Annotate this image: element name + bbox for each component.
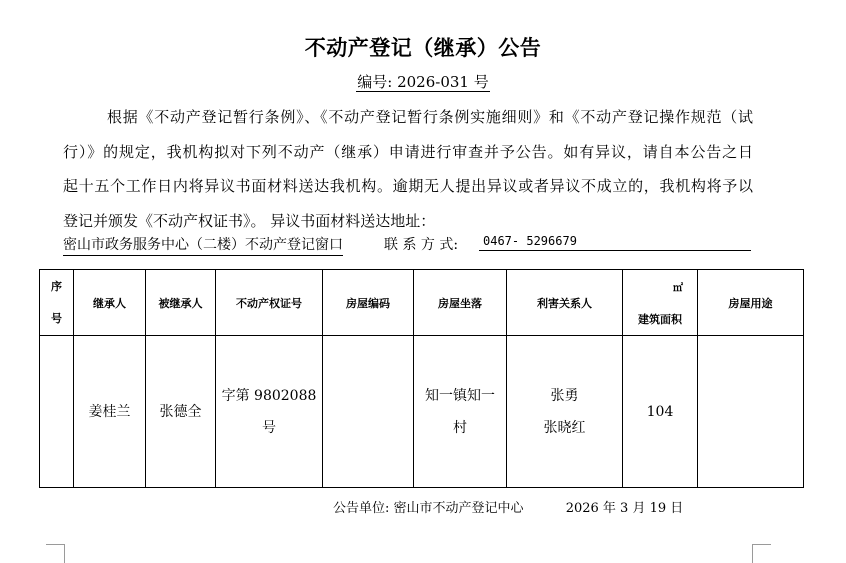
cell-certificate-line: 号: [262, 419, 276, 436]
cell-certificate: [216, 336, 323, 488]
document-number-text: 编号: 2026-031 号: [357, 73, 489, 91]
cell-house-code: [323, 336, 414, 488]
cell-location-line: 村: [453, 419, 467, 436]
page-corner-mark-right: [752, 544, 771, 563]
document-title: 不动产登记（继承）公告: [304, 36, 542, 60]
cell-location: [414, 336, 507, 488]
header-seq: [40, 270, 74, 336]
header-area-wrap: [623, 271, 697, 335]
announcement-table: [39, 269, 804, 488]
page-corner-mark-left: [46, 544, 65, 563]
contact-phone: 0467- 5296679: [479, 234, 751, 251]
paragraph-line: 登记并颁发《不动产权证书》。 异议书面材料送达地址：: [63, 211, 436, 230]
header-location: 房屋坐落: [414, 270, 507, 336]
header-heir: 继承人: [74, 270, 146, 336]
announcement-footer: [333, 497, 683, 516]
header-seq-bottom: 号: [51, 311, 62, 325]
table-row: [40, 336, 804, 488]
contact-label: 联 系 方 式:: [384, 237, 459, 253]
cell-stakeholder: 张勇: [550, 387, 579, 404]
footer-unit-label: 公告单位:: [333, 501, 390, 516]
cell-seq: [40, 336, 74, 488]
header-seq-top: 序: [51, 279, 62, 293]
cell-stakeholders: [507, 336, 623, 488]
header-house-code: 房屋编码: [323, 270, 414, 336]
cell-location-line: 知一镇知一: [425, 387, 495, 404]
document-number: [0, 71, 846, 92]
cell-heir: 姜桂兰: [74, 336, 146, 488]
table-header-row: [40, 270, 804, 336]
cell-decedent: 张德全: [146, 336, 216, 488]
delivery-address: 密山市政务服务中心（二楼）不动产登记窗口: [63, 234, 343, 256]
cell-area: 104: [623, 336, 698, 488]
header-decedent: 被继承人: [146, 270, 216, 336]
header-area-unit: ㎡: [673, 282, 683, 294]
header-area: [623, 270, 698, 336]
paragraph-line: 行）》的规定，我机构拟对下列不动产（继承）申请进行审查并予公告。如有异议，请自本公告之日: [63, 142, 753, 161]
address-contact-row: [63, 234, 753, 254]
paragraph-line: 起十五个工作日内将异议书面材料送达我机构。逾期无人提出异议或者异议不成立的，我机构将予以: [63, 177, 753, 195]
cell-stakeholder: 张晓红: [543, 419, 586, 436]
header-certificate: 不动产权证号: [216, 270, 323, 336]
cell-usage: [698, 336, 804, 488]
header-stakeholders: 利害关系人: [507, 270, 623, 336]
footer-date: 2026 年 3 月 19 日: [565, 501, 684, 516]
cell-certificate-line: 字第 9802088: [221, 387, 317, 404]
paragraph-line: 根据《不动产登记暂行条例》、《不动产登记暂行条例实施细则》和《不动产登记操作规范（试: [107, 108, 753, 126]
header-usage: 房屋用途: [698, 270, 804, 336]
announcement-paragraph: [63, 100, 753, 238]
header-area-label: 建筑面积: [638, 312, 682, 326]
footer-unit-name: 密山市不动产登记中心: [393, 501, 524, 516]
